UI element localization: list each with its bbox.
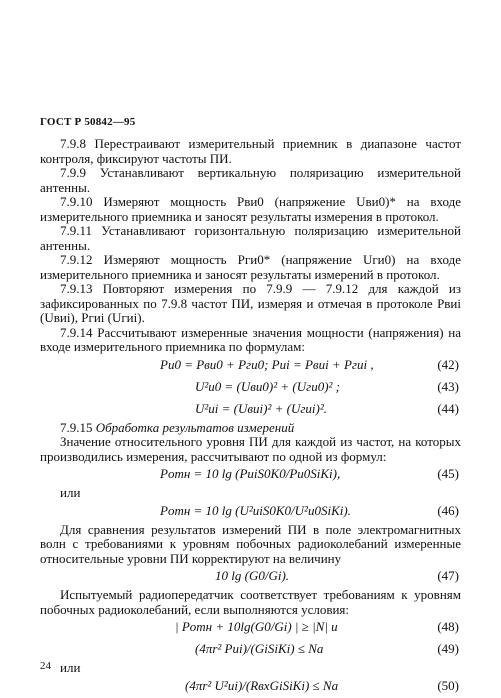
- equation-49: [40, 639, 461, 661]
- equation-42: [40, 355, 461, 377]
- equation-47: [40, 566, 461, 588]
- equation-45-number: (45): [437, 466, 459, 481]
- equation-50-formula: (4πr² U²иi)/(RвхGiSiKi) ≤ Na: [185, 677, 339, 693]
- section-7-9-15-heading: [40, 421, 461, 436]
- equation-44: [40, 399, 461, 421]
- equation-42-number: (42): [437, 356, 459, 372]
- paragraph-7-9-12: 7.9.12 Измеряют мощность Pги0* (напряжение Uги0) на входе измерительного приемника и заносят результаты измерений в протокол.: [40, 252, 461, 282]
- section-7-9-15-text: Значение относительного уровня ПИ для каждой из частот, на которых производились измерения, рассчитывают по одной из формул:: [40, 434, 461, 464]
- or-text-1: или: [60, 485, 81, 500]
- equation-46-number: (46): [437, 502, 459, 518]
- paragraph-compare: Для сравнения результатов измерений ПИ в поле электромагнитных волн с требованиями к уровням побочных радиоколебаний измеренные относительные уровни ПИ корректируют на величину: [40, 521, 461, 566]
- equation-43: [40, 377, 461, 399]
- equation-50-number: (50): [437, 677, 459, 693]
- paragraph-7-9-14: 7.9.14 Рассчитывают измеренные значения мощности (напряжения) на входе измерительного приемника по формулам:: [40, 324, 461, 354]
- equation-42-formula: Pи0 = Pви0 + Pги0; Pиi = Pвиi + Pгиi ,: [160, 356, 374, 372]
- equation-46: [40, 501, 461, 523]
- document-header: ГОСТ Р 50842—95: [40, 116, 136, 128]
- equation-47-formula: 10 lg (G0/Gi).: [215, 568, 290, 583]
- paragraph-7-9-11: 7.9.11 Устанавливают горизонтальную поляризацию измерительной антенны.: [40, 223, 461, 253]
- equation-43-formula: U²и0 = (Uви0)² + (Uги0)² ;: [195, 378, 341, 394]
- equation-45-formula: Pотн = 10 lg (PиiS0K0/Pи0SiKi),: [160, 466, 341, 481]
- equation-44-formula: U²иi = (Uвиi)² + (Uгиi)².: [195, 400, 328, 416]
- equation-44-number: (44): [437, 400, 459, 416]
- or-text-2: или: [60, 660, 81, 675]
- paragraph-condition: Испытуемый радиопередатчик соответствует требованиям к уровням побочных радиоколебаний, если выполняются условия:: [40, 587, 461, 617]
- equation-48-number: (48): [437, 619, 459, 634]
- equation-48: [40, 617, 461, 639]
- equation-43-number: (43): [437, 378, 459, 394]
- paragraph-7-9-9: 7.9.9 Устанавливают вертикальную поляризацию измерительной антенны.: [40, 165, 461, 195]
- section-7-9-15-number: 7.9.15: [60, 419, 93, 435]
- paragraph-7-9-10: 7.9.10 Измеряют мощность Pви0 (напряжение Uви0)* на входе измерительного приемника и заносят результаты измерения в протокол.: [40, 194, 461, 224]
- section-7-9-15-title: Обработка результатов измерений: [95, 419, 295, 435]
- document-body: [40, 137, 461, 698]
- equation-49-formula: (4πr² Pиi)/(GiSiKi) ≤ Na: [195, 641, 324, 656]
- paragraph-7-9-13: 7.9.13 Повторяют измерения по 7.9.9 — 7.9.12 для каждой из зафиксированных по 7.9.8 частот ПИ, измеряя и отмечая в протоколе Pвиi (Uвиi), Pгиi (Uгиi).: [40, 281, 461, 325]
- paragraph-7-9-8: 7.9.8 Перестраивают измерительный приемник в диапазоне частот контроля, фиксируют частоты ПИ.: [40, 136, 461, 166]
- equation-48-formula: | Pотн + 10lg(G0/Gi) | ≥ |N| и: [175, 619, 338, 634]
- equation-45: [40, 464, 461, 486]
- equation-47-number: (47): [437, 568, 459, 583]
- page-number: 24: [40, 660, 51, 672]
- equation-46-formula: Pотн = 10 lg (U²иiS0K0/U²и0SiKi).: [160, 502, 351, 518]
- equation-50: [40, 676, 461, 698]
- equation-49-number: (49): [437, 641, 459, 656]
